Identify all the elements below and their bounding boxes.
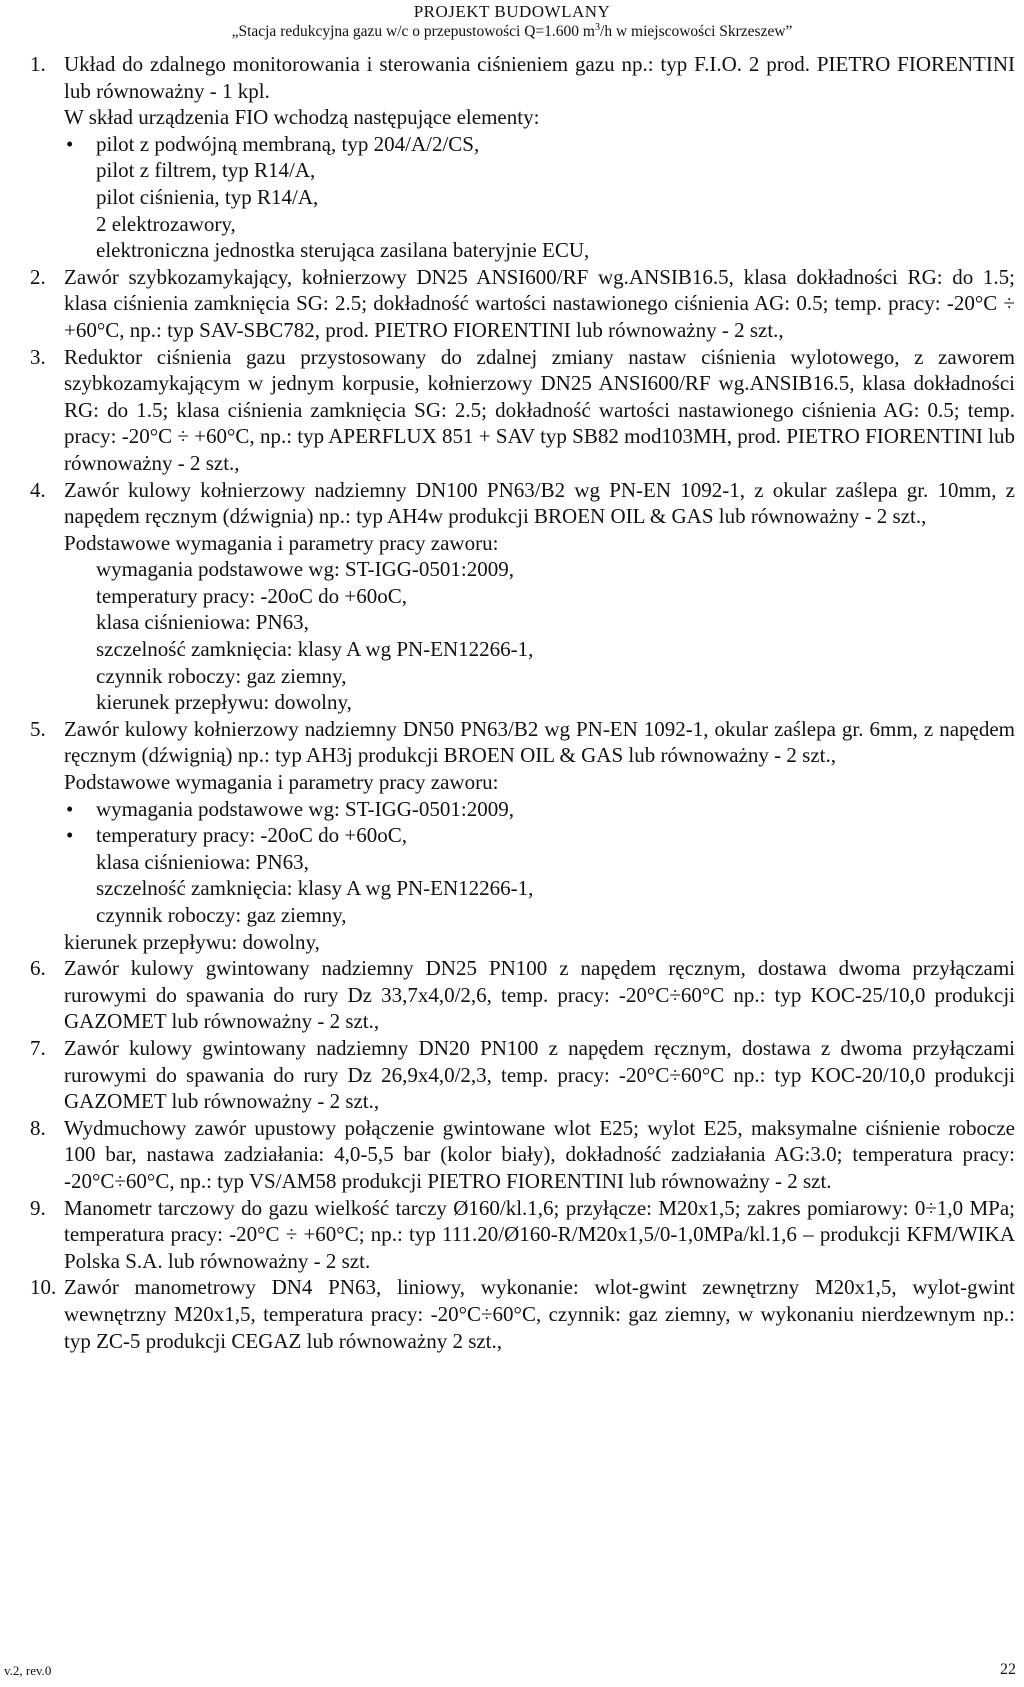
param-line: temperatury pracy: -20oC do +60oC, <box>96 583 408 608</box>
list-item-5 <box>30 716 1015 955</box>
item-number: 3. <box>30 344 46 369</box>
item-intro: Podstawowe wymagania i parametry pracy zaworu: <box>64 770 499 795</box>
param-line: kierunek przepływu: dowolny, <box>96 690 352 715</box>
sub-line: pilot z filtrem, typ R14/A, <box>96 158 316 183</box>
item-intro: Podstawowe wymagania i parametry pracy zaworu: <box>64 530 499 555</box>
item-text: Manometr tarczowy do gazu wielkość tarczy Ø160/kl.1,6; przyłącze: M20x1,5; zakres pomiarowy: 0÷1,0 MPa; temperatura pracy: -20°C ÷ +60°C; np.: typ 111.20/Ø160-R/M20x1,5/0-1,0MPa/kl.1,6 – produkcji KFM/WIKA Polska S.A. lub równoważny - 2 szt. <box>64 1195 1015 1273</box>
sub-line: kierunek przepływu: dowolny, <box>64 929 320 954</box>
item-number: 10. <box>30 1275 57 1300</box>
item-text: Zawór kulowy kołnierzowy nadziemny DN50 PN63/B2 wg PN-EN 1092-1, okular zaślepa gr. 6mm, z napędem ręcznym (dźwignią) np.: typ AH3j produkcji BROEN OIL & GAS lub równoważny - 2 szt., <box>64 716 1015 768</box>
page-header <box>0 2 1024 42</box>
list-item-7 <box>30 1035 1015 1115</box>
bullet-line: • wymagania podstawowe wg: ST-IGG-0501:2009, <box>64 796 1015 823</box>
item-number: 5. <box>30 716 46 741</box>
sub-line: elektroniczna jednostka sterująca zasilana bateryjnie ECU, <box>96 238 590 263</box>
list-item-9 <box>30 1195 1015 1275</box>
list-item-1 <box>30 51 1015 264</box>
item-number: 6. <box>30 956 46 981</box>
bullet-line: • pilot z podwójną membraną, typ 204/A/2/CS, <box>64 131 1015 158</box>
sub-line: pilot ciśnienia, typ R14/A, <box>96 184 319 209</box>
sub-line: szczelność zamknięcia: klasy A wg PN-EN12266-1, <box>96 876 534 901</box>
list-item-3 <box>30 344 1015 477</box>
list-item-4 <box>30 477 1015 716</box>
param-line: czynnik roboczy: gaz ziemny, <box>96 663 347 688</box>
item-text: W skład urządzenia FIO wchodzą następujące elementy: <box>64 105 540 130</box>
header-title: PROJEKT BUDOWLANY <box>413 2 611 21</box>
bullet-line: • temperatury pracy: -20oC do +60oC, <box>64 822 1015 849</box>
list-item-10 <box>30 1274 1015 1354</box>
item-number: 2. <box>30 264 46 289</box>
param-line: wymagania podstawowe wg: ST-IGG-0501:2009, <box>96 557 515 582</box>
item-number: 7. <box>30 1035 46 1060</box>
item-text: Zawór kulowy gwintowany nadziemny DN25 PN100 z napędem ręcznym, dostawa dwoma przyłączami rurowymi do spawania do rury Dz 33,7x4,0/2,6, temp. pracy: -20°C÷60°C np.: typ KOC-25/10,0 produkcji GAZOMET lub równoważny - 2 szt., <box>64 956 1015 1034</box>
item-text: Zawór kulowy gwintowany nadziemny DN20 PN100 z napędem ręcznym, dostawa z dwoma przyłączami rurowymi do spawania do rury Dz 26,9x4,0/2,3, temp. pracy: -20°C÷60°C np.: typ KOC-20/10,0 produkcji GAZOMET lub równoważny - 2 szt., <box>64 1035 1015 1114</box>
list-item-6 <box>30 955 1015 1035</box>
param-line: szczelność zamknięcia: klasy A wg PN-EN12266-1, <box>96 637 534 662</box>
item-text: Zawór szybkozamykający, kołnierzowy DN25 ANSI600/RF wg.ANSIB16.5, klasa dokładności RG: do 1.5; klasa ciśnienia zamknięcia SG: 2.5; dokładność wartości nastawionego ciśnienia AG: 0.5; temp. pracy: -20°C ÷ +60°C, np.: typ SAV-SBC782, prod. PIETRO FIORENTINI lub równoważny - 2 szt., <box>64 264 1015 342</box>
item-number: 9. <box>30 1195 46 1220</box>
param-line: klasa ciśnieniowa: PN63, <box>96 610 309 635</box>
item-number: 4. <box>30 477 46 502</box>
sub-line: 2 elektrozawory, <box>96 211 236 236</box>
item-text: Reduktor ciśnienia gazu przystosowany do zdalnej zmiany nastaw ciśnienia wylotowego, z zaworem szybkozamykającym w jednym korpusie, kołnierzowy DN25 ANSI600/RF wg.ANSIB16.5, klasa dokładności RG: do 1.5; klasa ciśnienia zamknięcia SG: 2.5; dokładność wartości nastawionego ciśnienia AG: 0.5; temp. pracy: -20°C ÷ +60°C, np.: typ APERFLUX 851 + SAV typ SB82 mod103MH, prod. PIETRO FIORENTINI lub równoważny - 2 szt., <box>64 344 1015 475</box>
item-text: Zawór kulowy kołnierzowy nadziemny DN100 PN63/B2 wg PN-EN 1092-1, z okular zaślepa gr. 10mm, z napędem ręcznym (dźwignia) np.: typ AH4w produkcji BROEN OIL & GAS lub równoważny - 2 szt., <box>64 477 1015 529</box>
item-number: 8. <box>30 1115 46 1140</box>
sub-line: czynnik roboczy: gaz ziemny, <box>96 903 347 927</box>
item-text: Zawór manometrowy DN4 PN63, liniowy, wykonanie: wlot-gwint zewnętrzny M20x1,5, wylot-gwint wewnętrzny M20x1,5, temperatura pracy: -20°C÷60°C, czynnik: gaz ziemny, w wykonaniu nierdzewnym np.: typ ZC-5 produkcji CEGAZ lub równoważny 2 szt., <box>64 1275 1015 1353</box>
item-text: Układ do zdalnego monitorowania i sterowania ciśnieniem gazu np.: typ F.I.O. 2 prod. PIETRO FIORENTINI lub równoważny - 1 kpl. <box>64 52 1015 103</box>
list-item-2 <box>30 264 1015 344</box>
list-item-8 <box>30 1115 1015 1195</box>
sub-line: klasa ciśnieniowa: PN63, <box>96 849 309 874</box>
page-number: 22 <box>1000 1661 1016 1678</box>
item-text: Wydmuchowy zawór upustowy połączenie gwintowane wlot E25; wylot E25, maksymalne ciśnienie robocze 100 bar, nastawa zadziałania: 4,0-5,5 bar (kolor biały), dokładność zadziałania AG:3.0; temperatura pracy: -20°C÷60°C, np.: typ VS/AM58 produkcji PIETRO FIORENTINI lub równoważny - 2 szt. <box>64 1115 1015 1193</box>
item-number: 1. <box>30 52 46 76</box>
specification-list <box>30 51 1015 1354</box>
header-subtitle: „Stacja redukcyjna gazu w/c o przepustowości Q=1.600 $m^3/h$ w miejscowości Skrzeszew” <box>231 21 793 40</box>
footer-version: v.2, rev.0 <box>4 1663 52 1678</box>
